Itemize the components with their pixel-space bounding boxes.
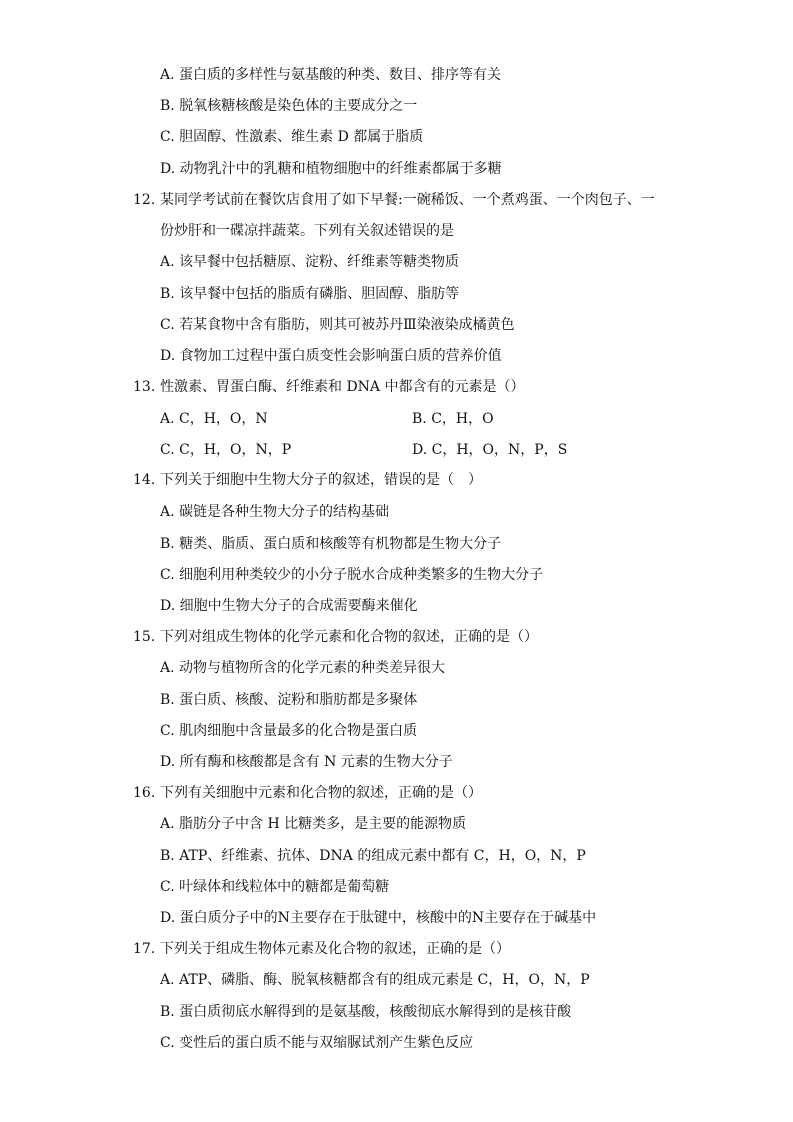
q17-number: 17. <box>133 941 156 957</box>
q15-option-c: C. 肌肉细胞中含量最多的化合物是蛋白质 <box>160 723 418 739</box>
q15-stem: 下列对组成生物体的化学元素和化合物的叙述，正确的是（） <box>160 629 538 645</box>
q14-stem: 下列关于细胞中生物大分子的叙述，错误的是（ ） <box>160 472 482 488</box>
q13-stem: 性激素、胃蛋白酶、纤维素和 DNA 中都含有的元素是（） <box>160 379 525 395</box>
q13-option-a: A. C，H，O，N <box>160 411 268 427</box>
q14-option-c: C. 细胞利用种类较少的小分子脱水合成种类繁多的生物大分子 <box>160 567 544 583</box>
q15-option-b: B. 蛋白质、核酸、淀粉和脂肪都是多聚体 <box>160 692 418 708</box>
q13-option-b: B. C，H，O <box>412 411 494 427</box>
q13-option-d: D. C，H，O，N，P，S <box>412 442 568 458</box>
q14-number: 14. <box>133 472 156 488</box>
q12-stem-line2: 份炒肝和一碟凉拌蔬菜。下列有关叙述错误的是 <box>160 223 454 239</box>
q11-option-a: A. 蛋白质的多样性与氨基酸的种类、数目、排序等有关 <box>160 67 502 83</box>
q16-option-c: C. 叶绿体和线粒体中的糖都是葡萄糖 <box>160 879 390 895</box>
q13-number: 13. <box>133 379 156 395</box>
q17-option-a: A. ATP、磷脂、酶、脱氧核糖都含有的组成元素是 C，H，O，N，P <box>160 972 590 988</box>
q11-option-d: D. 动物乳汁中的乳糖和植物细胞中的纤维素都属于多糖 <box>160 161 502 177</box>
q12-option-b: B. 该早餐中包括的脂质有磷脂、胆固醇、脂肪等 <box>160 286 460 302</box>
q12-option-a: A. 该早餐中包括糖原、淀粉、纤维素等糖类物质 <box>160 254 460 270</box>
q17-option-c: C. 变性后的蛋白质不能与双缩脲试剂产生紫色反应 <box>160 1035 474 1051</box>
q14-option-d: D. 细胞中生物大分子的合成需要酶来催化 <box>160 598 418 614</box>
q16-option-a: A. 脂肪分子中含 H 比糖类多，是主要的能源物质 <box>160 816 467 832</box>
q12-stem-line1: 某同学考试前在餐饮店食用了如下早餐:一碗稀饭、一个煮鸡蛋、一个肉包子、一 <box>160 192 655 208</box>
q16-option-b: B. ATP、纤维素、抗体、DNA 的组成元素中都有 C，H，O，N，P <box>160 848 586 864</box>
q13-option-c: C. C，H，O，N，P <box>160 442 292 458</box>
q12-option-d: D. 食物加工过程中蛋白质变性会影响蛋白质的营养价值 <box>160 348 502 364</box>
q16-number: 16. <box>133 785 156 801</box>
q11-option-b: B. 脱氧核糖核酸是染色体的主要成分之一 <box>160 98 418 114</box>
q11-option-c: C. 胆固醇、性激素、维生素 D 都属于脂质 <box>160 129 424 145</box>
q15-option-d: D. 所有酶和核酸都是含有 N 元素的生物大分子 <box>160 754 453 770</box>
q15-option-a: A. 动物与植物所含的化学元素的种类差异很大 <box>160 660 446 676</box>
q16-stem: 下列有关细胞中元素和化合物的叙述，正确的是（） <box>160 785 482 801</box>
q17-stem: 下列关于组成生物体元素及化合物的叙述，正确的是（） <box>160 941 510 957</box>
q12-option-c: C. 若某食物中含有脂肪，则其可被苏丹Ⅲ染液染成橘黄色 <box>160 317 515 333</box>
q16-option-d: D. 蛋白质分子中的N主要存在于肽键中，核酸中的N主要存在于碱基中 <box>160 910 597 926</box>
q17-option-b: B. 蛋白质彻底水解得到的是氨基酸，核酸彻底水解得到的是核苷酸 <box>160 1004 572 1020</box>
q14-option-a: A. 碳链是各种生物大分子的结构基础 <box>160 504 390 520</box>
q14-option-b: B. 糖类、脂质、蛋白质和核酸等有机物都是生物大分子 <box>160 536 502 552</box>
q12-number: 12. <box>133 192 156 208</box>
q15-number: 15. <box>133 629 156 645</box>
